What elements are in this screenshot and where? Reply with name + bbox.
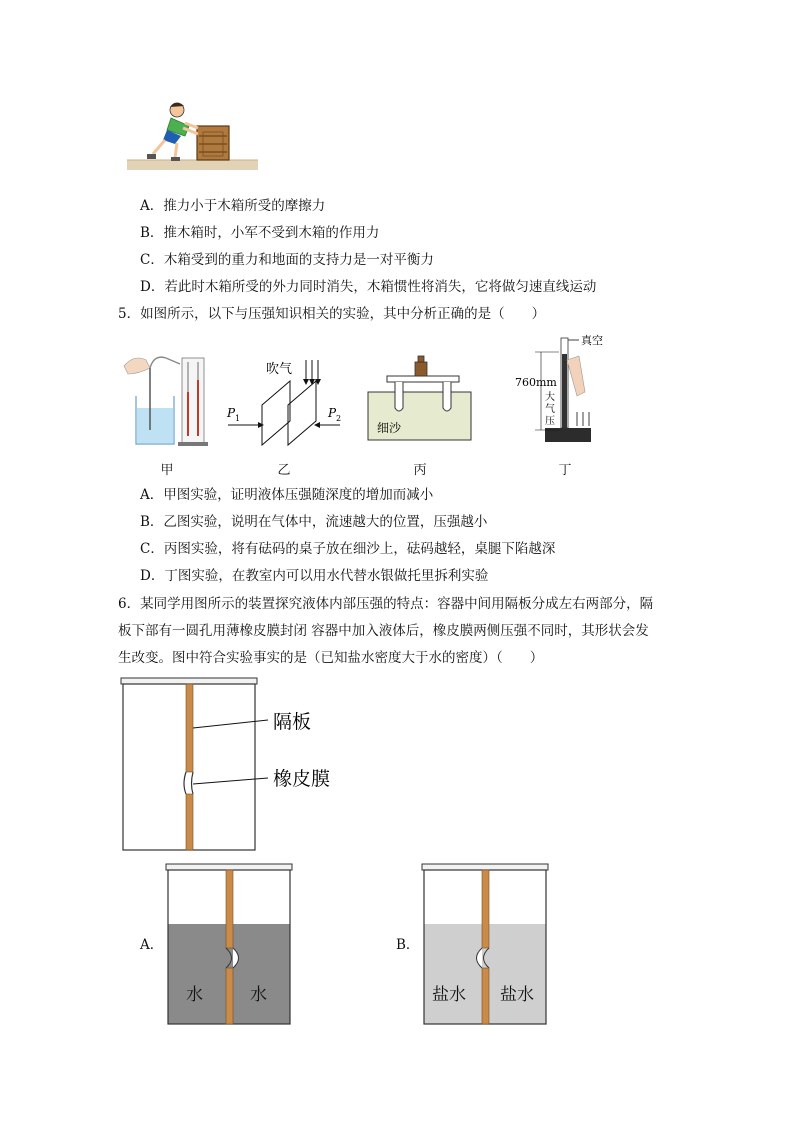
q4-option-d: D．若此时木箱所受的外力同时消失，木箱惯性将消失，它将做匀速直线运动 [140,279,597,295]
bing-sand-label: 细沙 [377,421,402,435]
yi-p2-subscript: 2 [336,414,342,423]
q5-option-b: B．乙图实验，说明在气体中，流速越大的位置，压强越小 [140,514,488,530]
boy-pushing-box-illustration [125,96,260,176]
q6-choice-a-diagram[interactable] [164,862,294,1026]
q5-option-d: D．丁图实验，在教室内可以用水代替水银做托里拆利实验 [140,568,489,584]
q5-figure-bing [365,350,475,445]
yi-p1-label: P [227,406,236,420]
choice-a-right-liquid: 水 [250,985,267,1005]
q6-stem-line-1: 6．某同学用图所示的装置探究液体内部压强的特点：容器中间用隔板分成左右两部分，隔 [118,596,654,612]
q6-choice-b-diagram[interactable] [420,862,550,1026]
q6-choice-a-letter: A． [140,937,164,953]
ding-atm-char-1: 大 [545,392,555,403]
partition-label: 隔板 [273,711,312,733]
ding-height-label: 760mm [515,376,557,389]
ding-vacuum-label: 真空 [581,334,603,347]
choice-b-left-liquid: 盐水 [432,985,466,1005]
q4-option-b: B．推木箱时，小军不受到木箱的作用力 [140,225,380,241]
q5-figure-ding [515,332,615,452]
membrane-label: 橡皮膜 [273,768,331,790]
q5-caption-ding: 丁 [558,463,572,478]
q5-stem: 5．如图所示，以下与压强知识相关的实验，其中分析正确的是（ ） [118,306,546,322]
choice-b-right-liquid: 盐水 [500,985,534,1005]
q5-figure-jia [120,350,215,450]
q5-caption-jia: 甲 [160,463,174,478]
yi-p2-label: P [328,406,337,420]
yi-p1-subscript: 1 [235,414,241,423]
q4-option-c: C．木箱受到的重力和地面的支持力是一对平衡力 [140,252,434,268]
q5-caption-yi: 乙 [277,463,291,478]
q6-apparatus-diagram [118,676,348,852]
yi-blow-label: 吹气 [266,362,293,377]
ding-atm-char-3: 压 [545,416,555,427]
q6-stem-line-2: 板下部有一圆孔用薄橡皮膜封闭 容器中加入液体后，橡皮膜两侧压强不同时，其形状会发 [118,623,649,639]
q5-option-c: C．丙图实验，将有砝码的桌子放在细沙上，砝码越轻，桌腿下陷越深 [140,541,556,557]
ding-atm-char-2: 气 [545,404,555,415]
q5-caption-bing: 丙 [413,463,427,478]
q6-stem-line-3: 生改变。图中符合实验事实的是（已知盐水密度大于水的密度）（ ） [118,650,544,666]
q5-figure-yi [222,355,342,450]
choice-a-left-liquid: 水 [186,985,203,1005]
q4-option-a: A．推力小于木箱所受的摩擦力 [140,198,326,214]
q6-choice-b-letter: B． [396,937,420,953]
q5-option-a: A．甲图实验，证明液体压强随深度的增加而减小 [140,487,434,503]
